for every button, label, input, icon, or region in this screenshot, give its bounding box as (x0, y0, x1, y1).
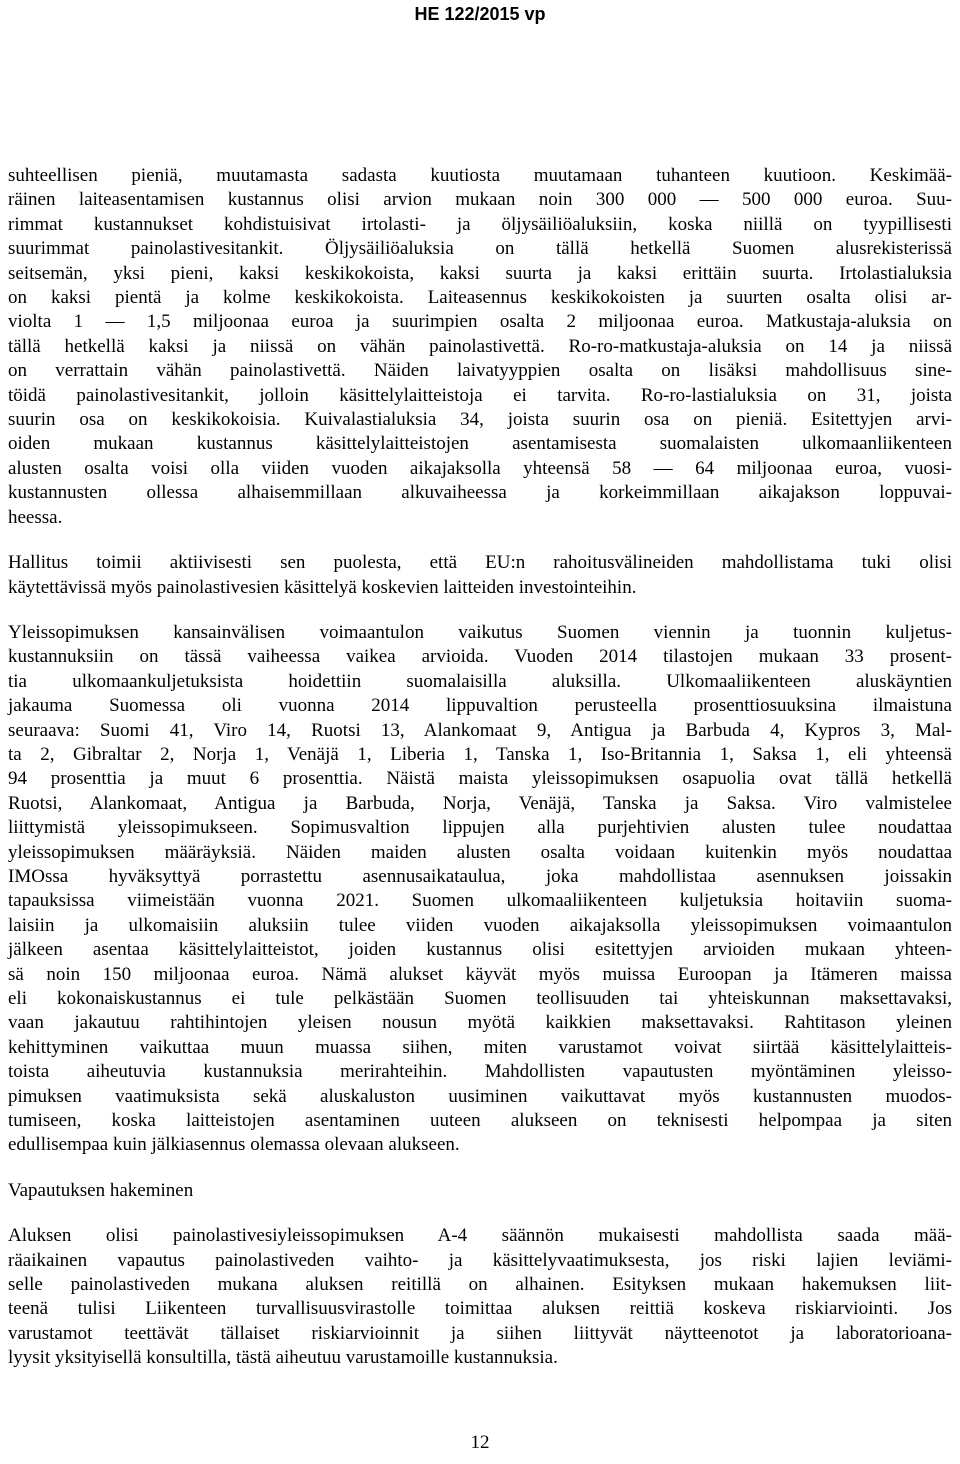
text-line: suurimmat painolastivesitankit. Öljysäiliöaluksia on tällä hetkellä Suomen alusrekisterissä (8, 238, 952, 260)
text-line: ta 2, Gibraltar 2, Norja 1, Venäjä 1, Liberia 1, Tanska 1, Iso-Britannia 1, Saksa 1, eli yhteensä (8, 743, 952, 765)
text-line: käytettävissä myös painolastivesien käsittelyä koskevien laitteiden investointeihin. (8, 576, 637, 598)
text-line: suurin osa on keskikokoisia. Kuivalastialuksia 34, joista suurin osa on pieniä. Esitettyjen arvi- (8, 409, 952, 431)
text-line: liittymistä yleissopimukseen. Sopimusvaltion lippujen alla purjehtivien alusten tulee noudattaa (8, 817, 952, 839)
text-line: kehittyminen vaikuttaa muun muassa siihen, miten varustamot voivat siirtää käsittelylaitteis- (8, 1036, 952, 1058)
paragraph (8, 1224, 952, 1370)
text-line: teenä tulisi Liikenteen turvallisuusvirastolle toimittaa aluksen reittiä koskeva riskiarviointi. Jos (8, 1298, 952, 1320)
document-body (8, 164, 952, 1371)
text-line: sä noin 150 miljoonaa euroa. Nämä alukset käyvät myös muissa Euroopan ja Itämeren maissa (8, 963, 952, 985)
text-line: lyysit yksityisellä konsultilla, tästä aiheutuu varustamoille kustannuksia. (8, 1347, 558, 1369)
text-line: räaikainen vapautus painolastiveden vaihto- ja käsittelyvaatimuksesta, jos riski lajien leviämi- (8, 1249, 952, 1271)
text-line: tumiseen, koska laitteistojen asentaminen uuteen alukseen on teknisesti helpompaa ja siten (8, 1110, 952, 1132)
text-line: kustannusten ollessa alhaisemmillaan alkuvaiheessa ja korkeimmillaan aikajakson loppuvai- (8, 482, 952, 504)
text-line: jälkeen asentaa käsittelylaitteistot, joiden kustannus olisi esitettyjen arvioiden mukaan yhteen- (8, 939, 952, 961)
text-line: oiden mukaan kustannus käsittelylaitteistojen asentamisesta suomalaisten ulkomaanliikenteen (8, 433, 952, 455)
paragraph (8, 621, 952, 1158)
text-line: vaan jakautuu rahtihintojen yleisen nousun myötä kaikkien maksettavaksi. Rahtitason yleinen (8, 1012, 952, 1034)
page-number: 12 (470, 1432, 490, 1453)
text-line: 94 prosenttia ja muut 6 prosenttia. Näistä maista yleissopimuksen osapuolia ovat tällä hetkellä (8, 768, 952, 790)
text-line: kustannuksiin on tässä vaiheessa vaikea arvioida. Vuoden 2014 tilastojen mukaan 33 prosent- (8, 646, 952, 668)
text-line: tia ulkomaankuljetuksista hoidettiin suomalaisilla aluksilla. Ulkomaaliikenteen aluskäyntien (8, 670, 952, 692)
paragraph (8, 1179, 952, 1203)
document-header: HE 122/2015 vp (414, 4, 546, 24)
text-line: heessa. (8, 506, 63, 528)
text-line: Hallitus toimii aktiivisesti sen puolesta, että EU:n rahoitusvälineiden mahdollistama tuki olisi (8, 552, 952, 574)
text-line: laisiin ja ulkomaisiin aluksiin tulee viiden vuoden aikajaksolla yleissopimuksen voimaantulon (8, 914, 952, 936)
text-line: räinen laiteasentamisen kustannus olisi arvion mukaan noin 300 000 — 500 000 euroa. Suu- (8, 189, 952, 211)
text-line: suhteellisen pieniä, muutamasta sadasta kuutiosta muutamaan tuhanteen kuutioon. Keskimää- (8, 165, 952, 186)
paragraph (8, 164, 952, 530)
text-line: tapauksissa viimeistään vuonna 2021. Suomen ulkomaaliikenteen kuljetuksia hoitaviin suoma- (8, 890, 952, 912)
text-line: Yleissopimuksen kansainvälisen voimaantulon vaikutus Suomen viennin ja tuonnin kuljetus- (8, 621, 952, 643)
text-line: toista aiheutuvia kustannuksia merirahteihin. Mahdollisten vapautusten myöntäminen yleisso- (8, 1061, 952, 1083)
text-line: selle painolastiveden mukana aluksen reitillä on alhainen. Esityksen mukaan hakemuksen liit- (8, 1274, 952, 1296)
text-line: töidä painolastivesitankit, jolloin käsittelylaitteistoja ei tarvita. Ro-ro-lastialuksia on 31, joista (8, 384, 952, 406)
text-line: varustamot teettävät tällaiset riskiarvioinnit ja siihen liittyvät näytteenotot ja laboratorioana- (8, 1322, 952, 1344)
text-line: pimuksen vaatimuksista sekä aluskaluston uusiminen vaikuttavat myös kustannusten muodos- (8, 1085, 952, 1107)
text-line: edullisempaa kuin jälkiasennus olemassa olevaan alukseen. (8, 1134, 460, 1156)
text-line: alusten osalta voisi olla viiden vuoden aikajaksolla yhteensä 58 — 64 miljoonaa euroa, vuosi- (8, 457, 952, 479)
text-line: seitsemän, yksi pieni, kaksi keskikokoista, kaksi suurta ja kaksi erittäin suurta. Irtolastialuksia (8, 262, 952, 284)
text-line: tällä hetkellä kaksi ja niissä on vähän painolastivettä. Ro-ro-matkustaja-aluksia on 14 ja niissä (8, 335, 952, 357)
text-line: on kaksi pientä ja kolme keskikokoista. Laiteasennus keskikokoisten ja suurten osalta olisi ar- (8, 287, 952, 309)
paragraph (8, 551, 952, 600)
text-line: Aluksen olisi painolastivesiyleissopimuksen A-4 säännön mukaisesti mahdollista saada mää- (8, 1225, 952, 1247)
text-line: Ruotsi, Alankomaat, Antigua ja Barbuda, Norja, Venäjä, Tanska ja Saksa. Viro valmistelee (8, 792, 952, 814)
text-line: Vapautuksen hakeminen (8, 1179, 194, 1201)
text-line: rimmat kustannukset kohdistuisivat irtolasti- ja öljysäiliöaluksiin, koska niillä on tyypillisesti (8, 213, 952, 235)
text-line: eli kokonaiskustannus ei tule pelkästään Suomen teollisuuden tai yhteiskunnan maksettavaksi, (8, 988, 952, 1009)
text-line: yleissopimuksen määräyksiä. Näiden maiden alusten osalta voidaan kuitenkin myös noudattaa (8, 841, 952, 863)
text-line: on verrattain vähän painolastivettä. Näiden laivatyyppien osalta on lisäksi mahdollisuus sine- (8, 360, 952, 382)
text-line: jakauma Suomessa oli vuonna 2014 lippuvaltion perusteella prosenttiosuuksina ilmaistuna (8, 695, 952, 717)
text-line: IMOssa hyväksyttyä porrastettu asennusaikataulua, joka mahdollistaa asennuksen joissakin (8, 865, 952, 887)
text-line: violta 1 — 1,5 miljoonaa euroa ja suurimpien osalta 2 miljoonaa euroa. Matkustaja-aluksia on (8, 311, 952, 333)
text-line: seuraava: Suomi 41, Viro 14, Ruotsi 13, Alankomaat 9, Antigua ja Barbuda 4, Kypros 3, Mal- (8, 719, 952, 741)
